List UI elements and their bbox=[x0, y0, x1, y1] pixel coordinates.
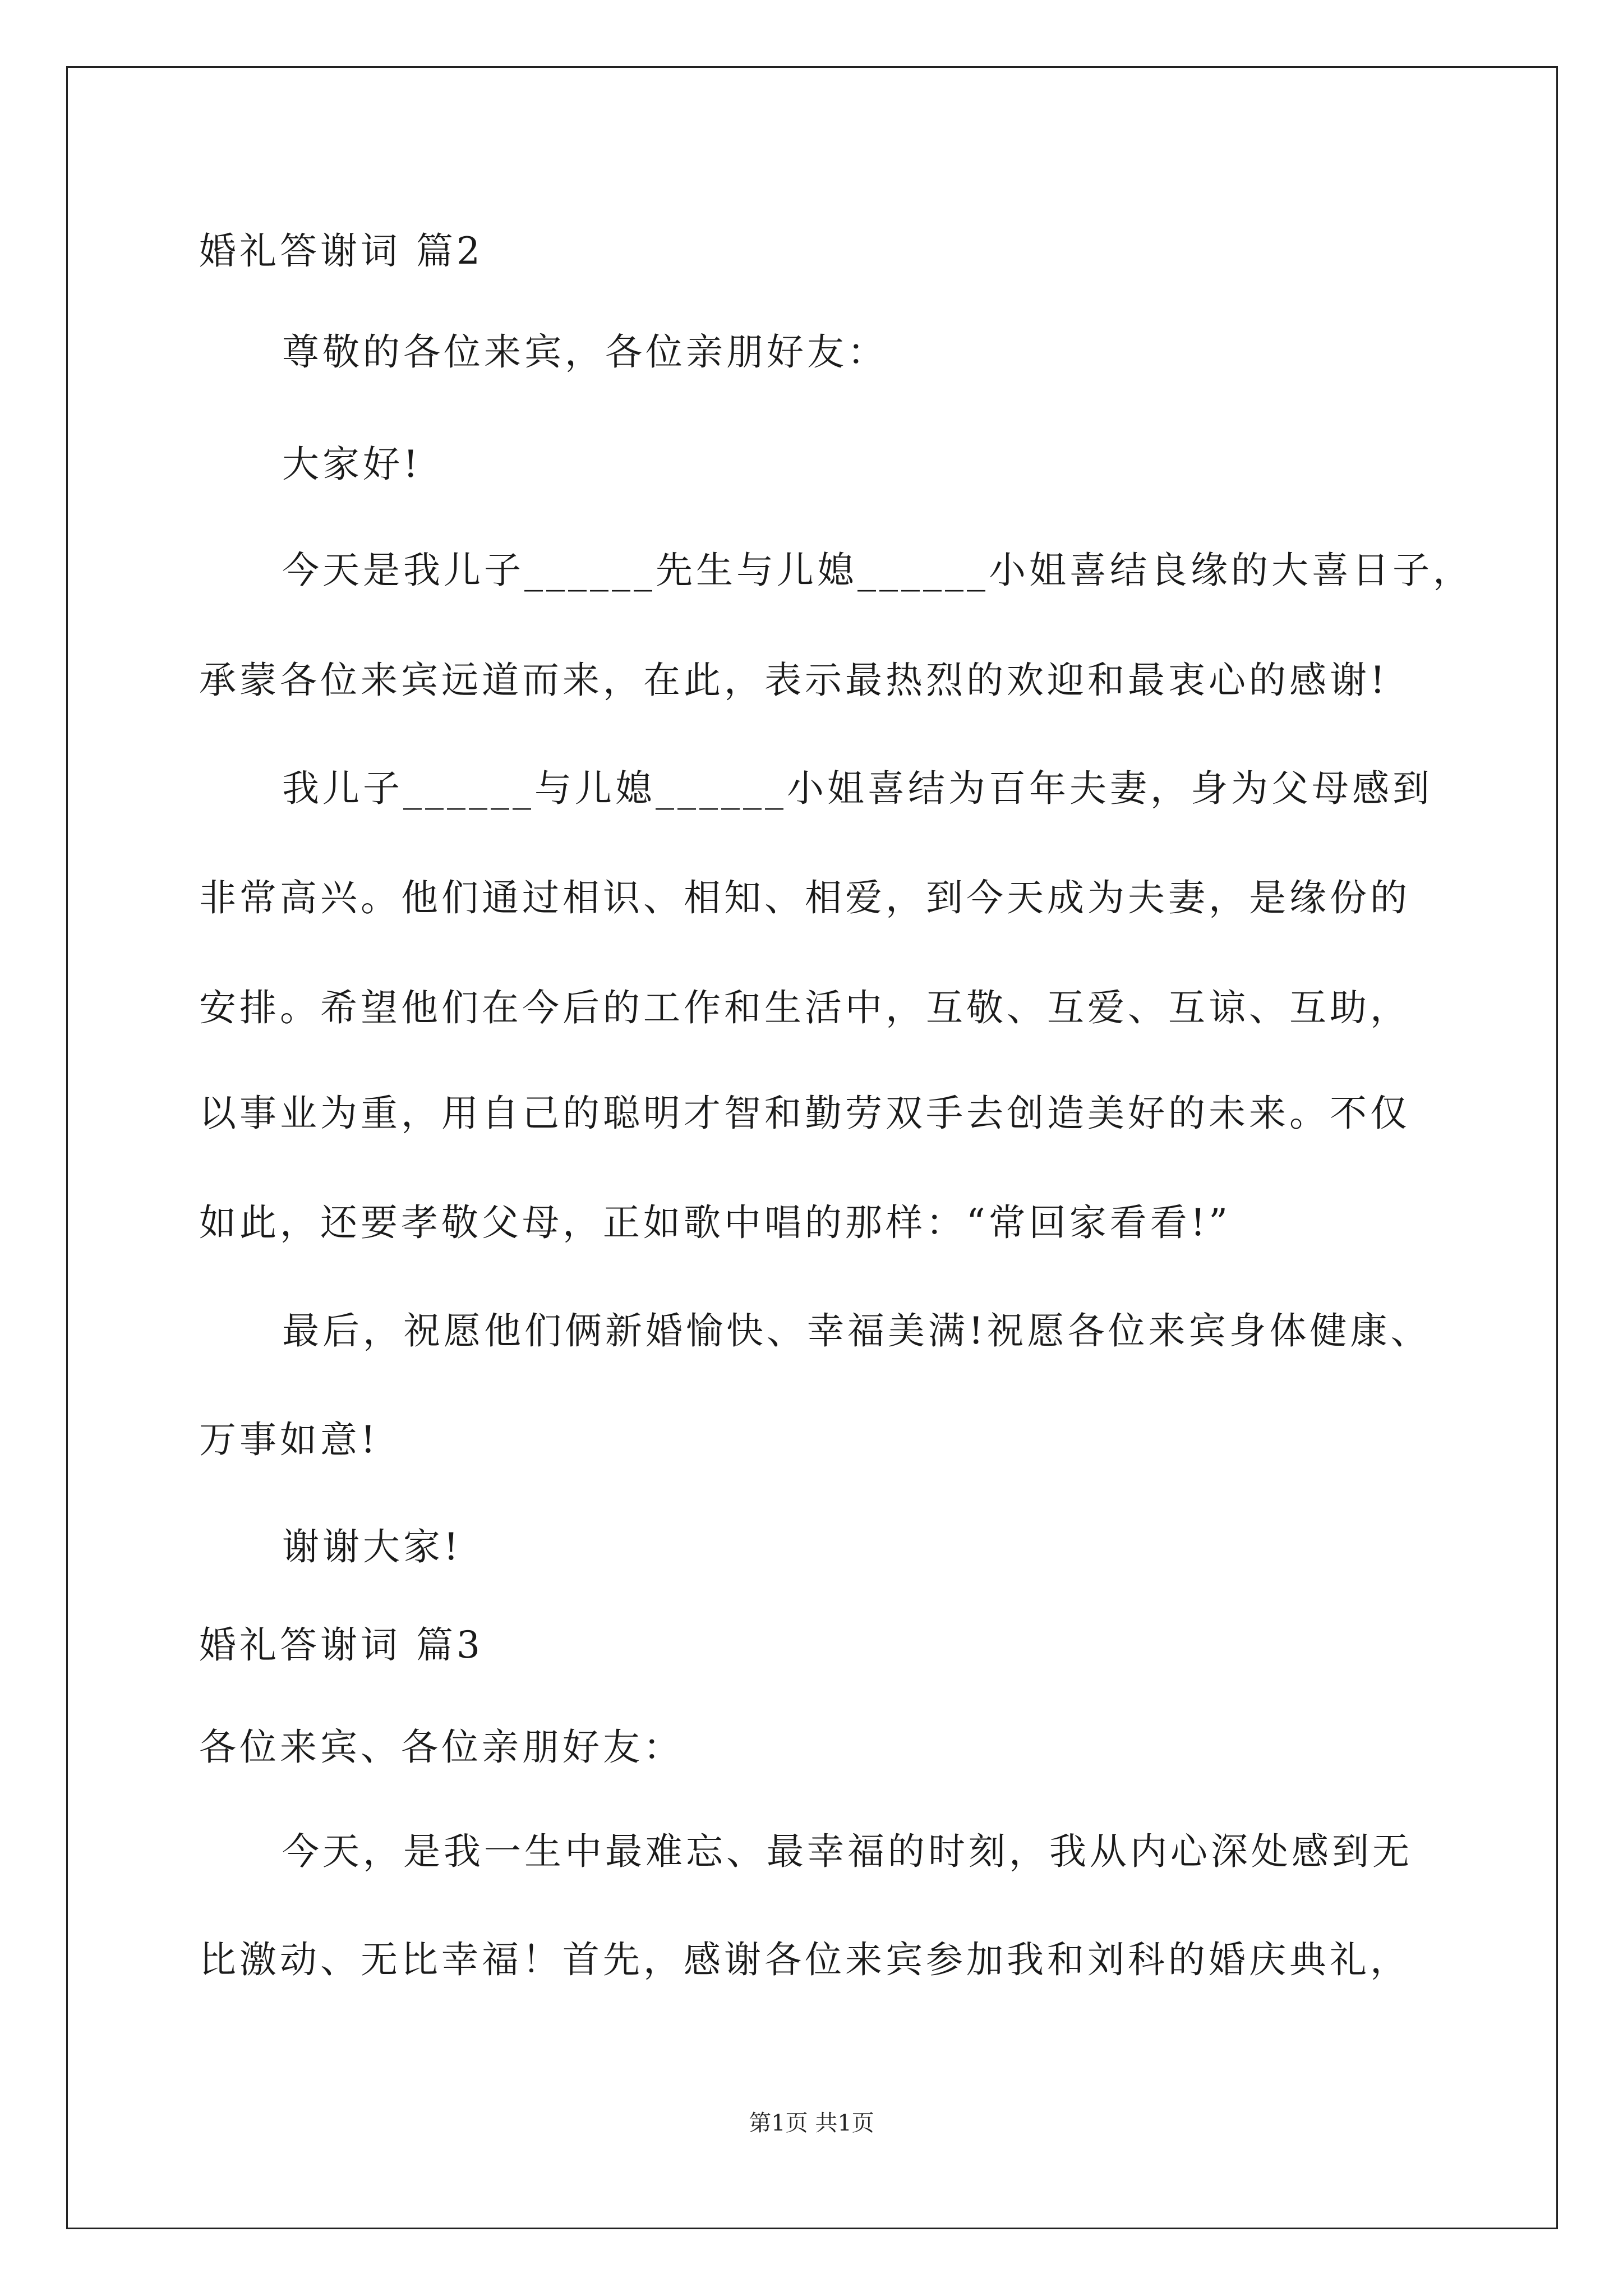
page-number-footer: 第1页 共1页 bbox=[749, 2110, 874, 2136]
paragraph-line: 安排。希望他们在今后的工作和生活中，互敬、互爱、互谅、互助， bbox=[199, 986, 1410, 1029]
paragraph-line: 比激动、无比幸福！首先，感谢各位来宾参加我和刘科的婚庆典礼， bbox=[199, 1938, 1410, 1981]
paragraph-line: 如此，还要孝敬父母，正如歌中唱的那样：“常回家看看!” bbox=[199, 1201, 1232, 1244]
closing-thanks: 谢谢大家! bbox=[282, 1525, 462, 1568]
paragraph-line: 我儿子______与儿媳______小姐喜结为百年夫妻，身为父母感到 bbox=[282, 767, 1433, 810]
paragraph-line: 非常高兴。他们通过相识、相知、相爱，到今天成为夫妻，是缘份的 bbox=[199, 876, 1410, 919]
page-border bbox=[66, 66, 1558, 2229]
paragraph-line: 承蒙各位来宾远道而来，在此，表示最热烈的欢迎和最衷心的感谢! bbox=[199, 659, 1389, 702]
salutation: 尊敬的各位来宾，各位亲朋好友： bbox=[282, 330, 888, 374]
paragraph-line: 万事如意! bbox=[199, 1418, 379, 1461]
paragraph-line: 最后，祝愿他们俩新婚愉快、幸福美满!祝愿各位来宾身体健康、 bbox=[282, 1309, 1431, 1352]
paragraph-line: 今天，是我一生中最难忘、最幸福的时刻，我从内心深处感到无 bbox=[282, 1830, 1413, 1873]
paragraph-line: 今天是我儿子______先生与儿媳______小姐喜结良缘的大喜日子， bbox=[282, 549, 1473, 592]
section-heading-2: 婚礼答谢词 篇2 bbox=[199, 229, 483, 273]
section-heading-3: 婚礼答谢词 篇3 bbox=[199, 1623, 483, 1667]
salutation: 各位来宾、各位亲朋好友： bbox=[199, 1726, 684, 1769]
greeting: 大家好! bbox=[282, 443, 422, 486]
paragraph-line: 以事业为重，用自己的聪明才智和勤劳双手去创造美好的未来。不仅 bbox=[199, 1092, 1410, 1135]
